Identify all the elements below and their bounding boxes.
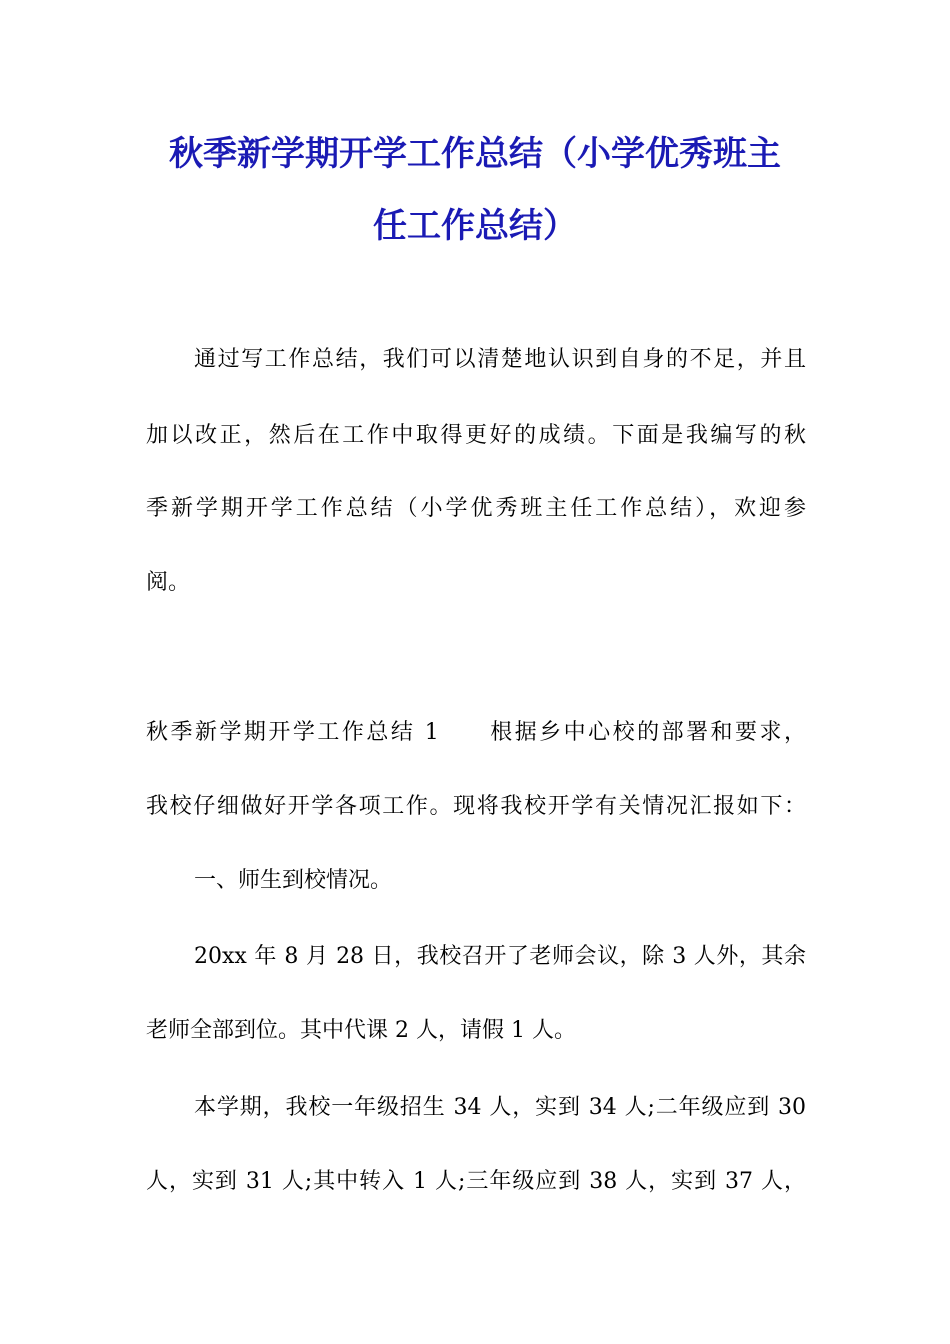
paragraph-2-line-1: 本学期，我校一年级招生 34 人，实到 34 人;二年级应到 30 [194, 1095, 806, 1120]
paragraph-1-line-2: 老师全部到位。其中代课 2 人，请假 1 人。 [146, 1018, 576, 1043]
section-heading-line-2: 我校仔细做好开学各项工作。现将我校开学有关情况汇报如下： [146, 794, 806, 819]
document-title [120, 118, 830, 262]
title-line-1: 秋季新学期开学工作总结（小学优秀班主 [169, 134, 781, 174]
intro-line-1: 通过写工作总结，我们可以清楚地认识到自身的不足，并且 [194, 347, 806, 372]
subheading-teacher-student-arrival: 一、师生到校情况。 [194, 868, 393, 893]
paragraph-2-line-2: 人，实到 31 人;其中转入 1 人;三年级应到 38 人，实到 37 人， [146, 1169, 806, 1194]
intro-line-4: 阅。 [146, 570, 191, 595]
intro-line-2: 加以改正，然后在工作中取得更好的成绩。下面是我编写的秋 [146, 423, 806, 448]
section-heading-line-1: 秋季新学期开学工作总结 1 根据乡中心校的部署和要求， [146, 720, 806, 745]
title-line-2: 任工作总结） [373, 206, 577, 246]
paragraph-1-line-1: 20xx 年 8 月 28 日，我校召开了老师会议，除 3 人外，其余 [194, 944, 806, 969]
intro-line-3: 季新学期开学工作总结（小学优秀班主任工作总结），欢迎参 [146, 496, 806, 521]
